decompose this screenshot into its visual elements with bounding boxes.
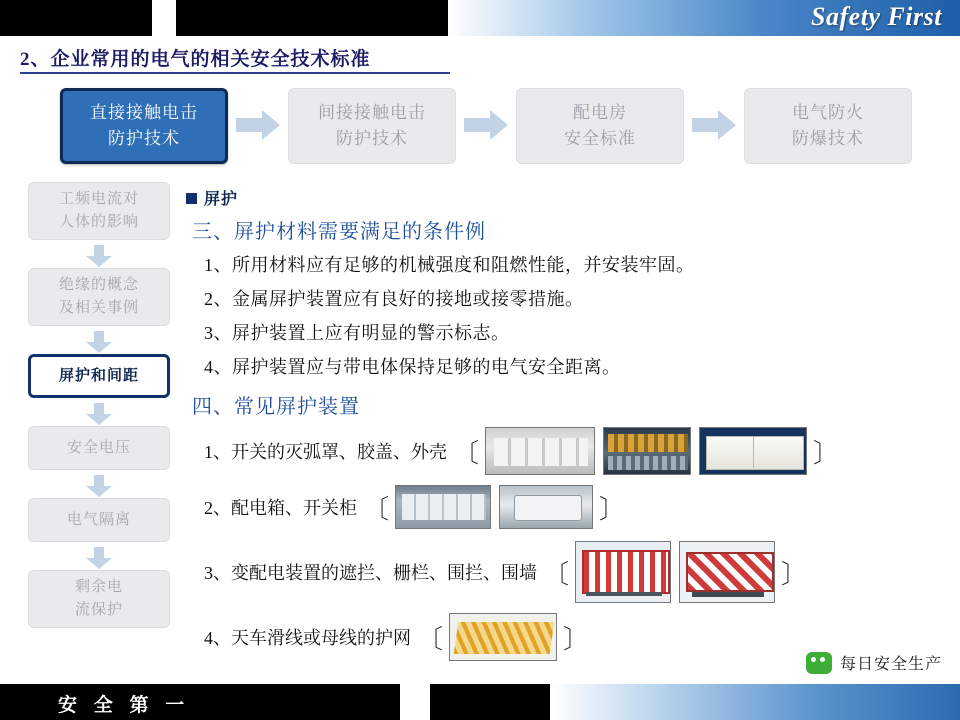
chain-item-1-line1: 直接接触电击 — [90, 103, 198, 122]
sidebar-item-3-wrap — [28, 354, 178, 398]
wechat-badge — [806, 651, 942, 674]
arrow-right-icon — [236, 110, 280, 140]
red-white-barrier-photo — [575, 541, 671, 603]
sidebar-item-2-wrap — [28, 268, 178, 326]
device-row-2 — [204, 485, 956, 529]
chain-item-4[interactable] — [744, 88, 912, 164]
bottom-block-mid — [430, 684, 550, 720]
arrow-down-icon — [28, 330, 170, 354]
device-row-3-text: 3、变配电装置的遮拦、栅栏、围拦、围墙 — [204, 563, 537, 583]
condition-item: 4、屏护装置应与带电体保持足够的电气安全距离。 — [204, 357, 621, 377]
chain-item-4-line2: 防爆技术 — [792, 129, 864, 148]
topic-label-text: 屏护 — [204, 191, 239, 208]
arrow-down-icon — [28, 402, 170, 426]
open-bracket: 〔 — [417, 624, 444, 654]
chain-item-3-line2: 安全标准 — [564, 129, 636, 148]
condition-item: 1、所用材料应有足够的机械强度和阻燃性能，并安装牢固。 — [204, 255, 695, 275]
arrow-down-icon — [28, 474, 170, 498]
topic-label — [186, 186, 956, 209]
device-row-1-images — [485, 427, 807, 475]
device-row-4-images — [449, 613, 557, 661]
chain-item-1[interactable] — [60, 88, 228, 164]
sidebar-item-insulation[interactable] — [28, 268, 170, 326]
sidebar-item-3-line1: 屏护和间距 — [58, 367, 139, 384]
banner-gap — [152, 0, 176, 36]
sidebar-item-5-line1: 电气隔离 — [66, 511, 131, 528]
device-row-3-images — [575, 541, 775, 603]
sidebar-item-power-frequency-current[interactable] — [28, 182, 170, 240]
sidebar-item-6-line2: 流保护 — [74, 602, 123, 618]
chain-item-2-line1: 间接接触电击 — [318, 103, 426, 122]
condition-item: 3、屏护装置上应有明显的警示标志。 — [204, 323, 510, 343]
sidebar-item-4-wrap — [28, 426, 178, 470]
sidebar-item-5-wrap — [28, 498, 178, 542]
open-bracket: 〔 — [453, 438, 480, 468]
close-bracket: 〕 — [563, 624, 590, 654]
sidebar-item-electrical-isolation[interactable] — [28, 498, 170, 542]
bottom-gap — [400, 684, 430, 720]
expandable-fence-photo — [679, 541, 775, 603]
bottom-gradient — [550, 684, 960, 720]
device-row-2-images — [395, 485, 593, 529]
banner-block-left — [0, 0, 152, 36]
banner-block-mid — [176, 0, 448, 36]
chain-item-3-line1: 配电房 — [573, 103, 627, 122]
sidebar-item-1-wrap — [28, 182, 178, 240]
enclosure-photo — [699, 427, 807, 475]
arrow-right-icon — [464, 110, 508, 140]
device-row-2-text: 2、配电箱、开关柜 — [204, 498, 357, 518]
device-row-3 — [204, 541, 956, 603]
process-chain — [60, 88, 940, 164]
sidebar-item-safe-voltage[interactable] — [28, 426, 170, 470]
sidebar-item-shielding-and-spacing[interactable] — [28, 354, 170, 398]
section-heading: 2、企业常用的电气的相关安全技术标准 — [20, 49, 371, 70]
section-divider — [20, 72, 450, 74]
device-row-1-text: 1、开关的灭弧罩、胶盖、外壳 — [204, 442, 447, 462]
rubber-cover-photo — [603, 427, 691, 475]
chain-item-3[interactable] — [516, 88, 684, 164]
wechat-icon — [806, 652, 832, 674]
sidebar-item-6-wrap — [28, 570, 178, 628]
close-bracket: 〕 — [599, 494, 626, 524]
top-banner — [0, 0, 960, 36]
chain-item-1-line2: 防护技术 — [108, 129, 180, 148]
sidebar-item-6-line1: 剩余电 — [74, 579, 123, 595]
crane-busbar-guard-photo — [449, 613, 557, 661]
arrow-down-icon — [28, 546, 170, 570]
bottom-banner — [0, 684, 960, 720]
arrow-down-icon — [28, 244, 170, 268]
arrow-right-icon — [692, 110, 736, 140]
close-bracket: 〕 — [781, 559, 808, 589]
chain-item-4-line1: 电气防火 — [792, 103, 864, 122]
sidebar-item-1-line1: 工频电流对 — [58, 191, 139, 207]
footer-title: 安 全 第 一 — [58, 695, 191, 716]
sidebar-item-1-line2: 人体的影响 — [58, 214, 139, 230]
distribution-box-photo — [395, 485, 491, 529]
sidebar-item-2-line2: 及相关事例 — [58, 300, 139, 316]
sidebar-flow — [28, 182, 178, 632]
chain-item-2-line2: 防护技术 — [336, 129, 408, 148]
main-content — [186, 186, 956, 667]
sidebar-item-4-line1: 安全电压 — [66, 439, 131, 456]
switch-arc-cover-photo — [485, 427, 595, 475]
device-row-1 — [204, 427, 956, 475]
device-row-4-text: 4、天车滑线或母线的护网 — [204, 628, 411, 648]
sidebar-item-2-line1: 绝缘的概念 — [58, 277, 139, 293]
square-bullet-icon — [186, 193, 197, 204]
close-bracket: 〕 — [813, 438, 840, 468]
heading-three: 三、屏护材料需要满足的条件例 — [192, 221, 486, 243]
condition-item: 2、金属屏护装置应有良好的接地或接零措施。 — [204, 289, 584, 309]
chain-item-2[interactable] — [288, 88, 456, 164]
page-title: Safety First — [811, 2, 942, 31]
switchgear-cabinet-photo — [499, 485, 593, 529]
open-bracket: 〔 — [363, 494, 390, 524]
sidebar-item-residual-current-protection[interactable] — [28, 570, 170, 628]
heading-four: 四、常见屏护装置 — [192, 396, 360, 418]
open-bracket: 〔 — [543, 559, 570, 589]
wechat-label: 每日安全生产 — [839, 656, 942, 673]
